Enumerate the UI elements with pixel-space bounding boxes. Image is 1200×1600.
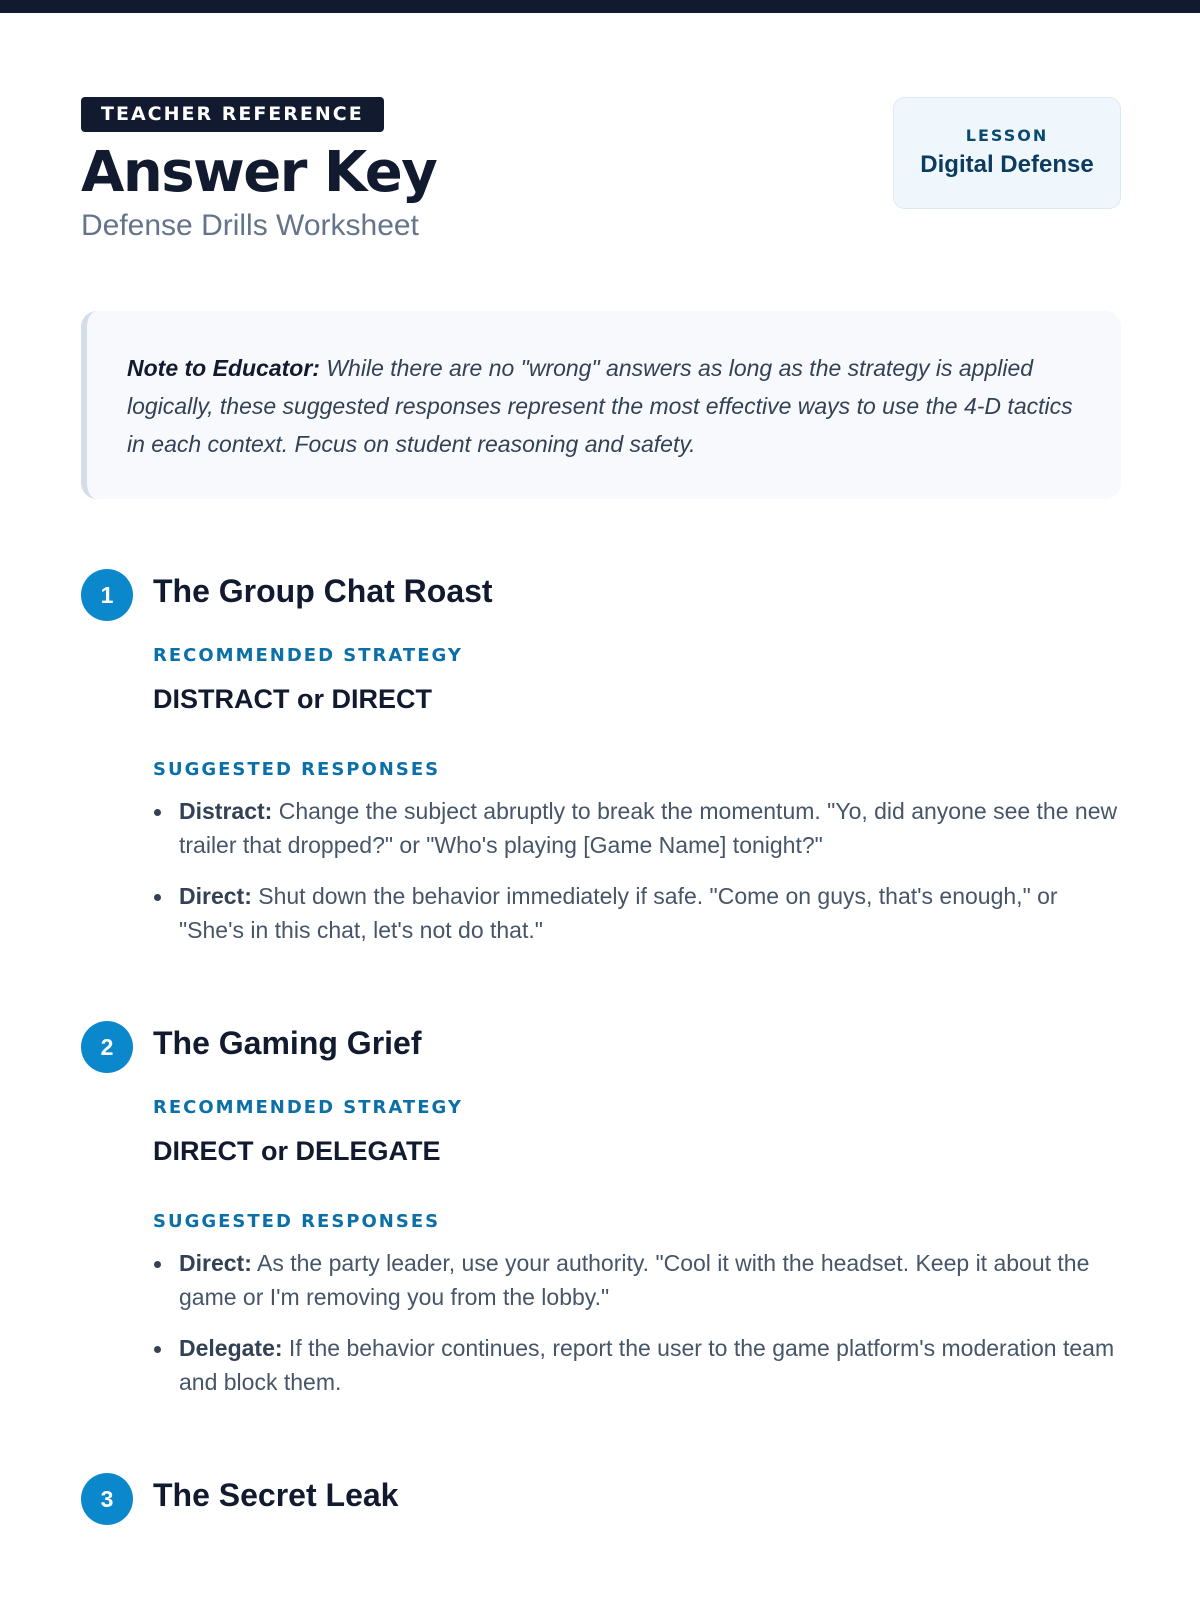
responses-list bbox=[153, 1246, 1121, 1399]
top-bar bbox=[0, 0, 1200, 13]
bullet-icon bbox=[154, 894, 161, 901]
section-secret-leak bbox=[81, 1473, 1121, 1529]
section-title: The Group Chat Roast bbox=[153, 573, 493, 609]
section-title: The Gaming Grief bbox=[153, 1025, 422, 1061]
header bbox=[81, 97, 1121, 297]
response-lead: Distract: bbox=[179, 798, 273, 824]
response-item bbox=[153, 879, 1121, 947]
answer-key-page bbox=[81, 97, 1121, 1529]
section-body bbox=[153, 645, 1121, 947]
response-item bbox=[153, 1331, 1121, 1399]
response-lead: Delegate: bbox=[179, 1335, 283, 1361]
response-text: If the behavior continues, report the user to the game platform's moderation team and block them. bbox=[179, 1335, 1115, 1395]
section-number-badge: 3 bbox=[81, 1473, 133, 1525]
recommended-strategy: DISTRACT or DIRECT bbox=[153, 684, 432, 714]
bullet-icon bbox=[154, 809, 161, 816]
lesson-card bbox=[893, 97, 1121, 209]
responses-list bbox=[153, 794, 1121, 947]
response-text: Change the subject abruptly to break the momentum. "Yo, did anyone see the new trailer that dropped?" or "Who's playing [Game Name] tonight?" bbox=[179, 798, 1118, 858]
page-title: Answer Key bbox=[81, 140, 437, 205]
response-lead: Direct: bbox=[179, 1250, 252, 1276]
section-number-badge: 1 bbox=[81, 569, 133, 621]
recommended-strategy-label: RECOMMENDED STRATEGY bbox=[153, 1097, 463, 1118]
bullet-icon bbox=[154, 1346, 161, 1353]
section-number-badge: 2 bbox=[81, 1021, 133, 1073]
recommended-strategy: DIRECT or DELEGATE bbox=[153, 1136, 441, 1166]
suggested-responses-label: SUGGESTED RESPONSES bbox=[153, 1211, 441, 1232]
response-text: Shut down the behavior immediately if safe. "Come on guys, that's enough," or "She's in this chat, let's not do that." bbox=[179, 883, 1058, 943]
note-lead: Note to Educator: bbox=[127, 355, 320, 381]
response-item bbox=[153, 1246, 1121, 1314]
note-text: While there are no "wrong" answers as long as the strategy is applied logically, these suggested responses represent the most effective ways to use the 4-D tactics in each context. Focus on student reasoning and safety. bbox=[127, 355, 1073, 457]
section-header bbox=[81, 569, 1121, 625]
educator-note bbox=[81, 311, 1121, 499]
section-gaming-grief bbox=[81, 1021, 1121, 1399]
lesson-label: LESSON bbox=[965, 126, 1049, 145]
response-text: As the party leader, use your authority. "Cool it with the headset. Keep it about the game or I'm removing you from the lobby." bbox=[179, 1250, 1090, 1310]
section-body bbox=[153, 1097, 1121, 1399]
suggested-responses-label: SUGGESTED RESPONSES bbox=[153, 759, 441, 780]
bullet-icon bbox=[154, 1261, 161, 1268]
response-item bbox=[153, 794, 1121, 862]
section-header bbox=[81, 1021, 1121, 1077]
response-lead: Direct: bbox=[179, 883, 252, 909]
section-header bbox=[81, 1473, 1121, 1529]
section-title: The Secret Leak bbox=[153, 1477, 399, 1513]
teacher-reference-badge: TEACHER REFERENCE bbox=[81, 97, 384, 132]
recommended-strategy-label: RECOMMENDED STRATEGY bbox=[153, 645, 463, 666]
lesson-name: Digital Defense bbox=[920, 151, 1094, 178]
page-subtitle: Defense Drills Worksheet bbox=[81, 208, 419, 242]
section-group-chat-roast bbox=[81, 569, 1121, 947]
